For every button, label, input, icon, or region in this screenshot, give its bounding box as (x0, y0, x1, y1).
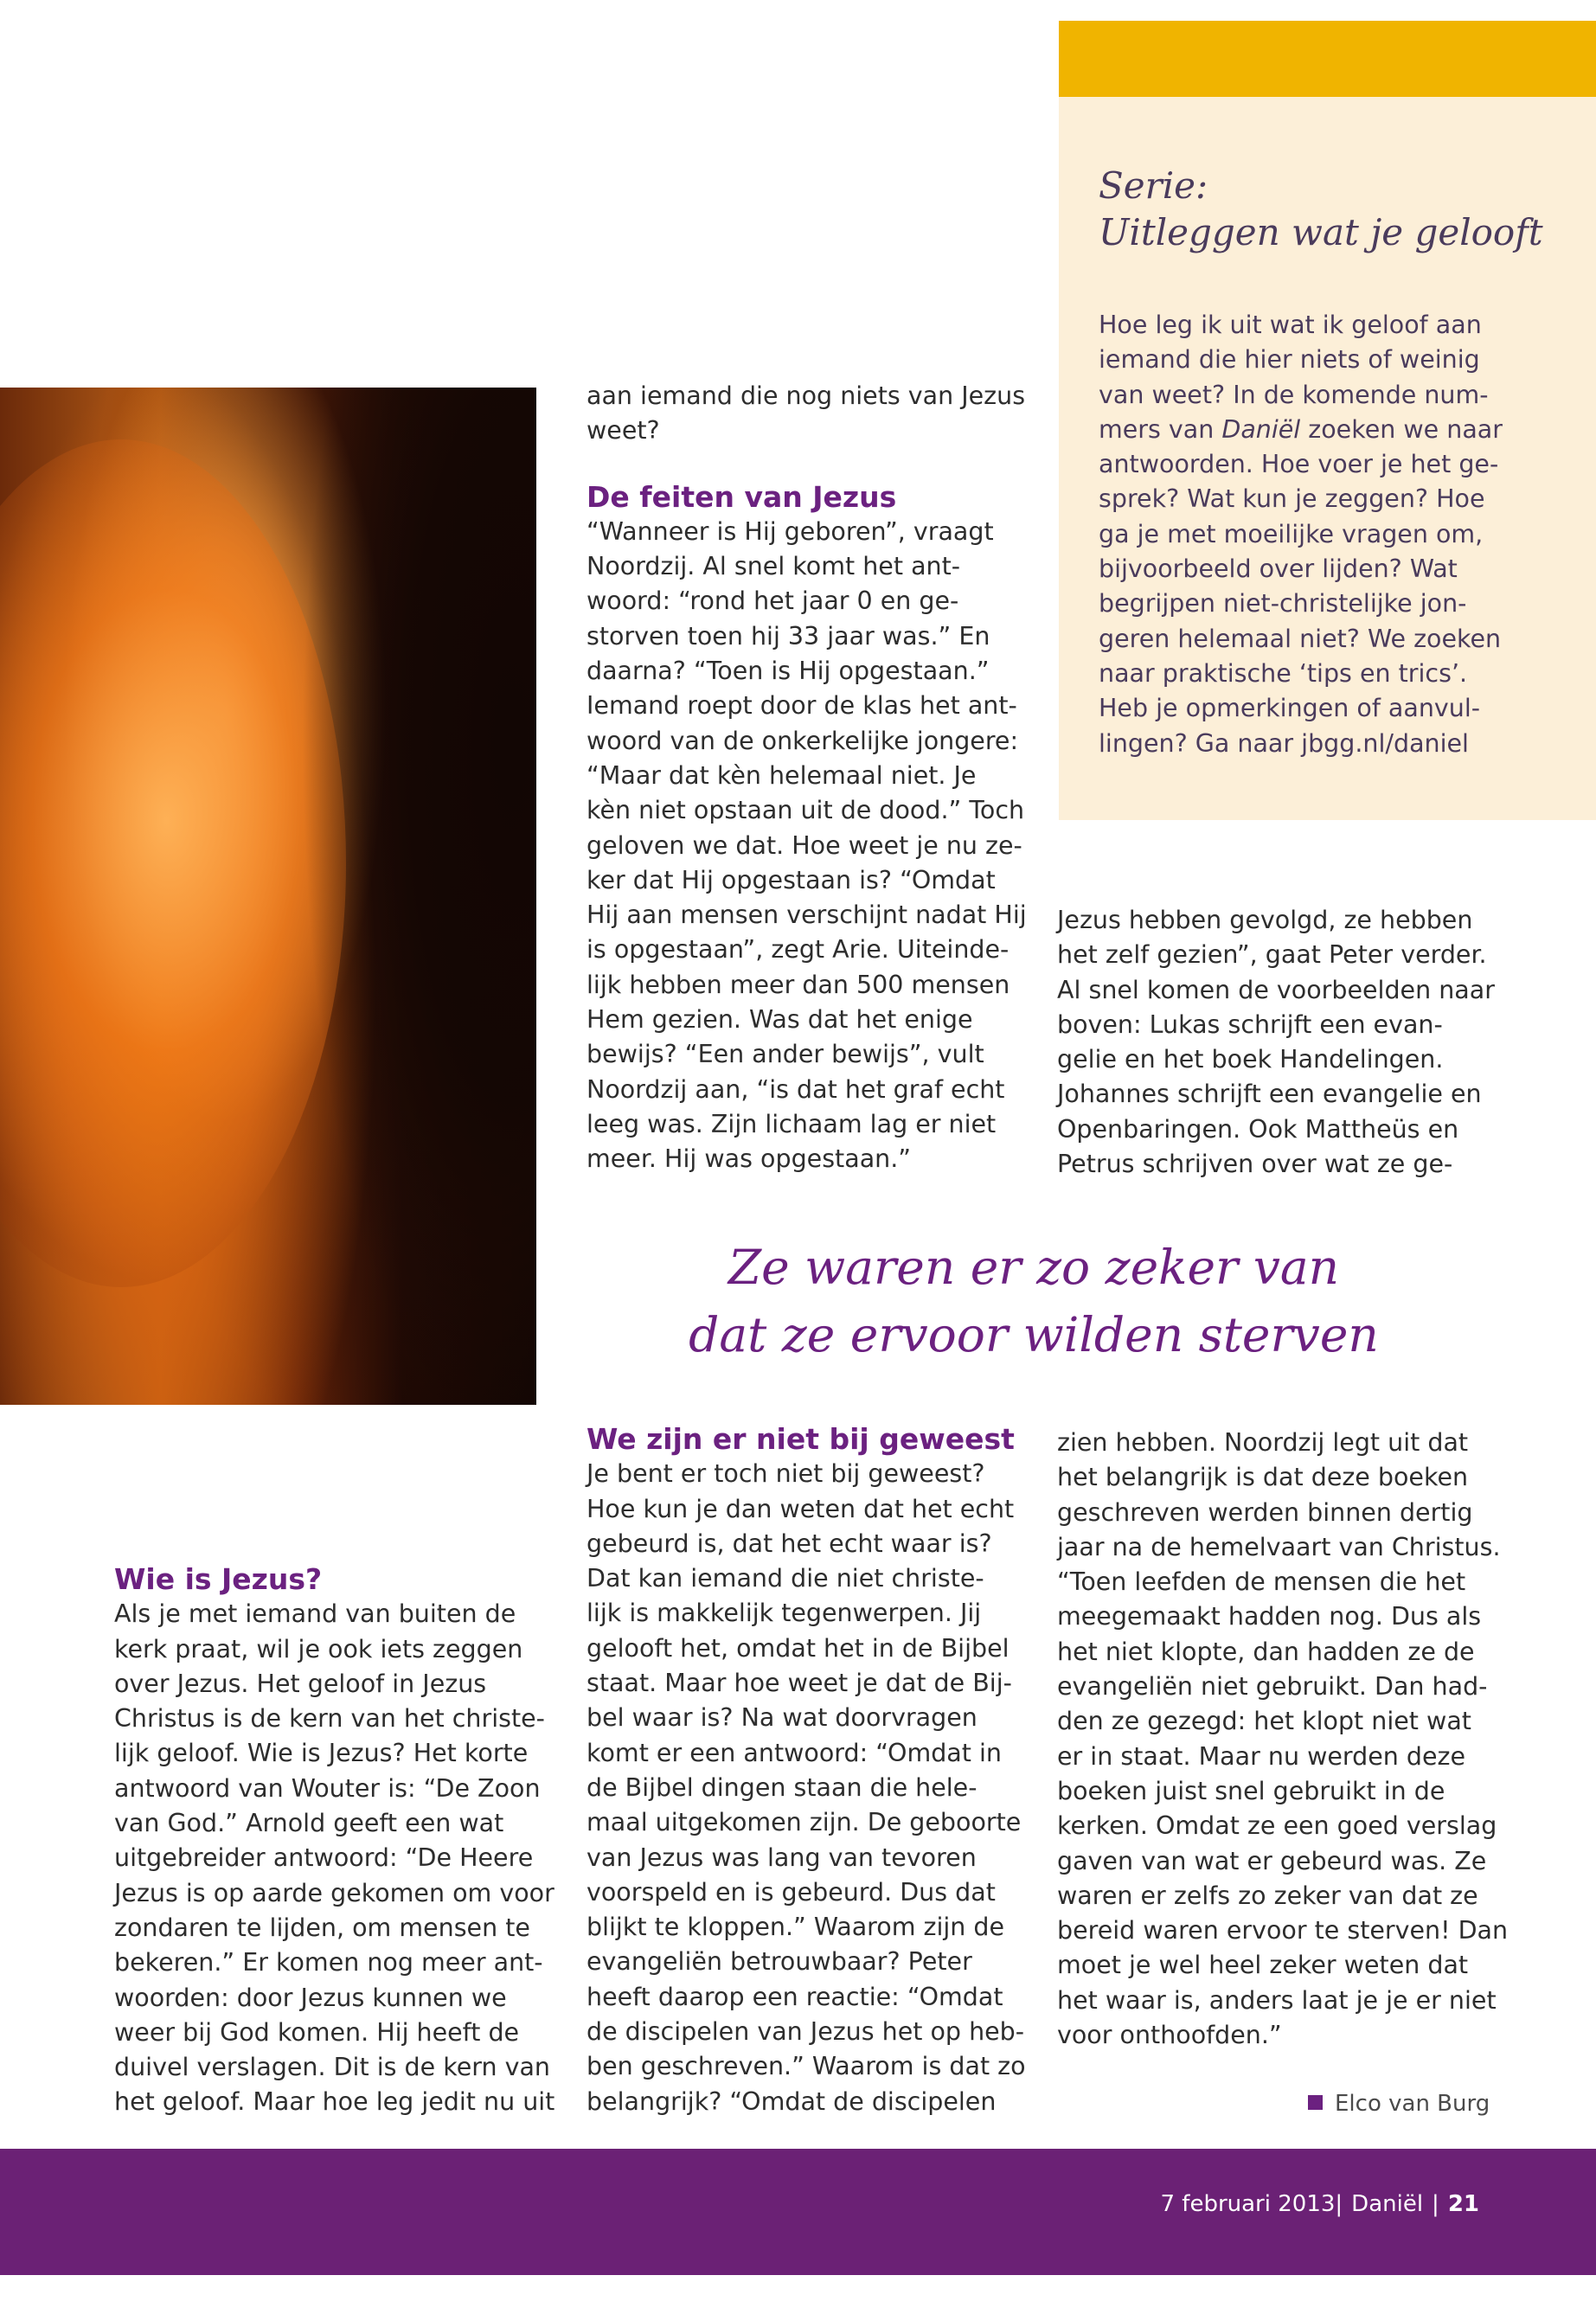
text-line: het belangrijk is dat deze boeken (1057, 1463, 1469, 1492)
text-line: storven toen hij 33 jaar was.” En (586, 621, 990, 651)
square-bullet-icon (1308, 2095, 1323, 2110)
text-line: Al snel komen de voorbeelden naar (1057, 975, 1495, 1004)
text-line: Noordzij aan, “is dat het graf echt (586, 1074, 1005, 1104)
page-number: 21 (1447, 2191, 1479, 2217)
text-line: lijk is makkelijk tegenwerpen. Jij (586, 1599, 982, 1628)
text-line: kerken. Omdat ze een goed verslag (1057, 1811, 1497, 1841)
text-line: evangeliën niet gebruikt. Dan had- (1057, 1672, 1488, 1702)
text-line: Noordzij. Al snel komt het ant- (586, 552, 961, 581)
text-line: duivel verslagen. Dit is de kern van (114, 2053, 550, 2082)
text-line: mers van Daniël zoeken we naar (1099, 414, 1503, 444)
column-2-bottom (586, 1422, 1036, 2119)
text-line: woorden: door Jezus kunnen we (114, 1983, 507, 2012)
pull-quote (554, 1234, 1514, 1368)
text-line: ker dat Hij opgestaan is? “Omdat (586, 865, 996, 894)
footer-separator: | (1432, 2191, 1439, 2217)
text-line: staat. Maar hoe weet je dat de Bij- (586, 1669, 1012, 1698)
text-line: Als je met iemand van buiten de (114, 1599, 516, 1629)
series-title (1099, 163, 1583, 256)
text-line: bijvoorbeeld over lijden? Wat (1099, 554, 1458, 584)
text-line: gebeurd is, dat het echt waar is? (586, 1529, 992, 1558)
text-line: Petrus schrijven over wat ze ge- (1057, 1150, 1453, 1179)
text-line: bewijs? “Een ander bewijs”, vult (586, 1040, 984, 1069)
text-line: heeft daarop een reactie: “Omdat (586, 1982, 1003, 2011)
text-line: bel waar is? Na wat doorvragen (586, 1703, 977, 1733)
text-line: Hoe leg ik uit wat ik geloof aan (1099, 311, 1482, 339)
text-line: iemand die hier niets of weinig (1099, 345, 1480, 375)
text-line: geloven we dat. Hoe weet je nu ze- (586, 830, 1022, 860)
text-line: antwoord van Wouter is: “De Zoon (114, 1773, 541, 1803)
text-line: weer bij God komen. Hij heeft de (114, 2017, 520, 2047)
text-line: belangrijk? “Omdat de discipelen (586, 2086, 997, 2116)
text-line: meer. Hij was opgestaan.” (586, 1144, 912, 1174)
photo-shadow (234, 388, 536, 1405)
text-line: er in staat. Maar nu werden deze (1057, 1741, 1466, 1771)
text-line: van God.” Arnold geeft een wat (114, 1809, 504, 1838)
text-line: “Maar dat kèn helemaal niet. Je (586, 760, 977, 790)
text-line: Hij aan mensen verschijnt nadat Hij (586, 901, 1027, 930)
text-line: boeken juist snel gebruikt in de (1057, 1776, 1445, 1805)
text-line: ga je met moeilijke vragen om, (1099, 519, 1484, 548)
text-line: gelooft het, omdat het in de Bijbel (586, 1633, 1010, 1663)
text-line: weet? (586, 416, 660, 445)
text-line: Christus is de kern van het christe- (114, 1704, 545, 1734)
series-accent-bar (1059, 21, 1596, 97)
text-line: Dat kan iemand die niet christe- (586, 1564, 984, 1593)
text-line: blijkt te kloppen.” Waarom zijn de (586, 1913, 1005, 1942)
text-line: Hoe kun je dan weten dat het echt (586, 1494, 1015, 1523)
text-line: lijk hebben meer dan 500 mensen (586, 970, 1010, 999)
text-line: de Bijbel dingen staan die hele- (586, 1772, 977, 1802)
text-line: het geloof. Maar hoe leg jedit nu uit (114, 2087, 555, 2117)
text-line: het niet klopte, dan hadden ze de (1057, 1637, 1475, 1666)
text-line: “Toen leefden de mensen die het (1057, 1567, 1466, 1597)
text-line: leeg was. Zijn lichaam lag er niet (586, 1109, 997, 1138)
text-line: Openbaringen. Ook Mattheüs en (1057, 1114, 1459, 1144)
text-line: voorspeld en is gebeurd. Dus dat (586, 1877, 996, 1907)
series-title-line: Serie: (1099, 164, 1208, 207)
text-line: antwoorden. Hoe voer je het ge- (1099, 450, 1499, 479)
text-line: boven: Lukas schrijft een evan- (1057, 1009, 1443, 1039)
column-3-top (1057, 903, 1507, 1182)
text-line: bereid waren ervoor te sterven! Dan (1057, 1916, 1509, 1945)
text-line: waren er zelfs zo zeker van dat ze (1057, 1881, 1478, 1910)
author-name: Elco van Burg (1335, 2091, 1490, 2117)
text-line: van Jezus was lang van tevoren (586, 1843, 977, 1872)
issue-date: 7 februari 2013 (1160, 2191, 1336, 2217)
footer-separator: | (1335, 2191, 1343, 2217)
column-3-bottom (1057, 1426, 1507, 2053)
text-line: Iemand roept door de klas het ant- (586, 691, 1017, 721)
text-line: maal uitgekomen zijn. De geboorte (586, 1808, 1022, 1837)
text-line: kèn niet opstaan uit de dood.” Toch (586, 796, 1025, 825)
magazine-name: Daniël (1351, 2191, 1424, 2217)
text-line: meegemaakt hadden nog. Dus als (1057, 1602, 1482, 1631)
text-line: gaven van wat er gebeurd was. Ze (1057, 1846, 1487, 1875)
text-line: het waar is, anders laat je je er niet (1057, 1985, 1497, 2015)
text-line: gelie en het boek Handelingen. (1057, 1045, 1444, 1074)
text-line: naar praktische ‘tips en trics’. (1099, 658, 1468, 688)
text-line: sprek? Wat kun je zeggen? Hoe (1099, 484, 1485, 514)
text-line: zondaren te lijden, om mensen te (114, 1913, 530, 1942)
text-line: de discipelen van Jezus het op heb- (586, 2017, 1025, 2047)
text-line: zien hebben. Noordzij legt uit dat (1057, 1428, 1469, 1457)
text-line: Jezus hebben gevolgd, ze hebben (1057, 906, 1473, 934)
section-heading-niet-bij-geweest: We zijn er niet bij geweest (586, 1422, 1015, 1456)
section-heading-wie-is-jezus: Wie is Jezus? (114, 1562, 323, 1596)
text-line: aan iemand die nog niets van Jezus (586, 381, 1026, 410)
text-line: komt er een antwoord: “Omdat in (586, 1738, 1002, 1767)
text-line: geren helemaal niet? We zoeken (1099, 624, 1502, 653)
text-line: geschreven werden binnen dertig (1057, 1497, 1473, 1527)
text-line: woord van de onkerkelijke jongere: (586, 726, 1019, 755)
text-line: ben geschreven.” Waarom is dat zo (586, 2052, 1026, 2081)
text-line: den ze gezegd: het klopt niet wat (1057, 1707, 1471, 1736)
text-line: uitgebreider antwoord: “De Heere (114, 1843, 534, 1873)
text-line: over Jezus. Het geloof in Jezus (114, 1669, 487, 1698)
series-text (1099, 308, 1503, 761)
text-line: Heb je opmerkingen of aanvul- (1099, 694, 1481, 723)
article-photo (0, 388, 536, 1405)
paragraph-gap (586, 449, 1036, 480)
text-line: Jezus is op aarde gekomen om voor (114, 1878, 554, 1907)
text-line: kerk praat, wil je ook iets zeggen (114, 1634, 523, 1663)
pull-quote-line: Ze waren er zo zeker van (727, 1240, 1340, 1295)
text-line: voor onthoofden.” (1057, 2021, 1282, 2050)
text-line: Johannes schrijft een evangelie en (1057, 1080, 1482, 1109)
text-line: Hem gezien. Was dat het enige (586, 1005, 973, 1035)
text-line: daarna? “Toen is Hij opgestaan.” (586, 657, 990, 686)
text-line: lingen? Ga naar jbgg.nl/daniel (1099, 728, 1469, 758)
pull-quote-line: dat ze ervoor wilden sterven (689, 1307, 1379, 1362)
footer-info (1159, 2187, 1488, 2221)
text-line: bekeren.” Er komen nog meer ant- (114, 1948, 543, 1977)
text-line: is opgestaan”, zegt Arie. Uiteinde- (586, 935, 1010, 965)
text-line: begrijpen niet-christelijke jon- (1099, 589, 1467, 619)
series-title-line: Uitleggen wat je gelooft (1099, 211, 1543, 253)
text-line: woord: “rond het jaar 0 en ge- (586, 586, 959, 616)
text-line: Je bent er toch niet bij geweest? (586, 1459, 985, 1489)
text-line: moet je wel heel zeker weten dat (1057, 1951, 1469, 1980)
column-2-top (586, 379, 1036, 1177)
text-line: het zelf gezien”, gaat Peter verder. (1057, 940, 1487, 970)
section-heading-feiten: De feiten van Jezus (586, 479, 897, 514)
magazine-name-italic: Daniël (1221, 414, 1301, 444)
column-1-bottom (114, 1562, 564, 2120)
text-line: “Wanneer is Hij geboren”, vraagt (586, 516, 994, 546)
text-line: van weet? In de komende num- (1099, 380, 1489, 409)
text-line: jaar na de hemelvaart van Christus. (1057, 1532, 1501, 1561)
author-credit (1308, 2086, 1490, 2121)
text-line: evangeliën betrouwbaar? Peter (586, 1947, 972, 1977)
text-line: lijk geloof. Wie is Jezus? Het korte (114, 1739, 529, 1768)
